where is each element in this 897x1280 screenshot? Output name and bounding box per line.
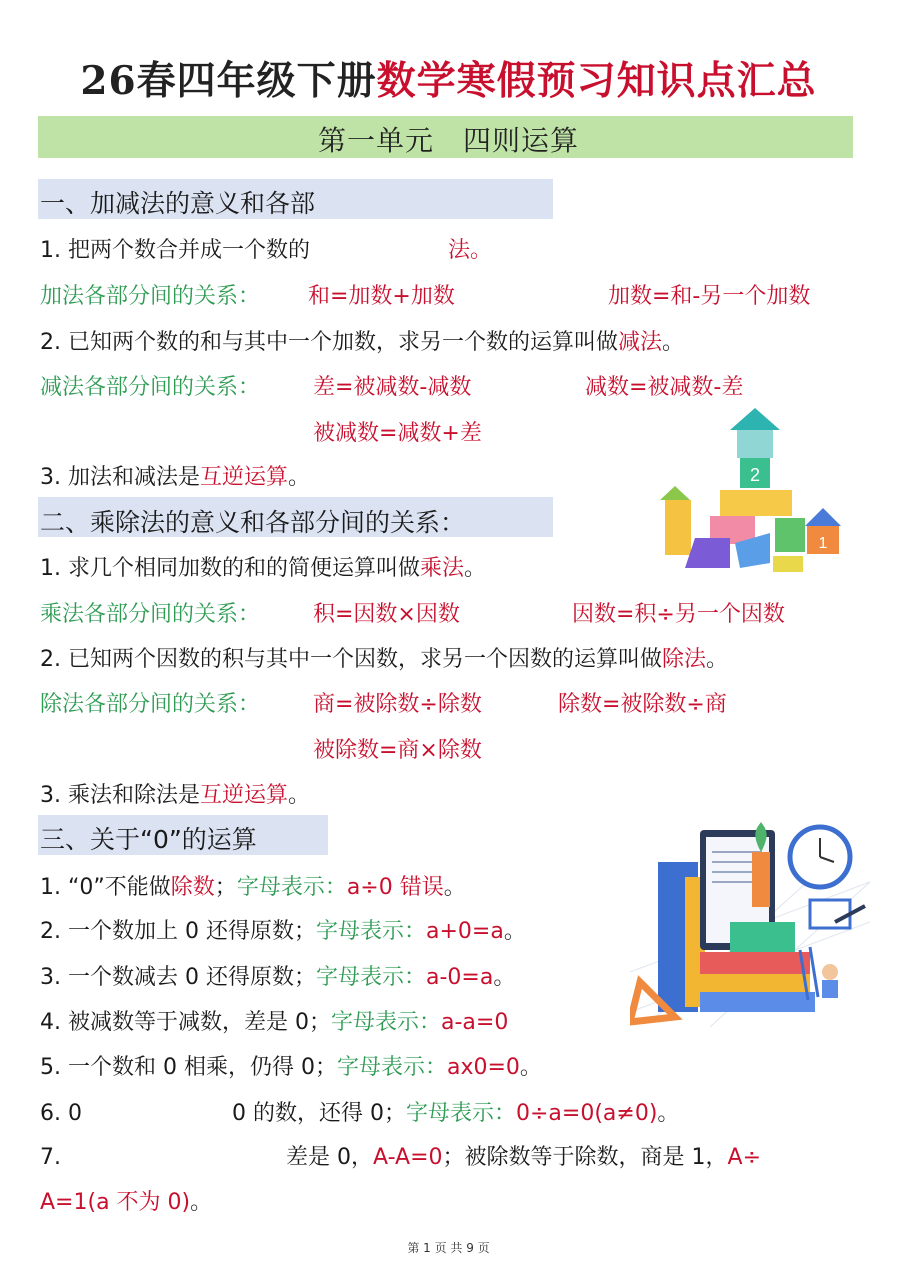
zero-rule-6: [40, 1096, 679, 1127]
green-book: [730, 922, 795, 952]
s2-line-1: [40, 551, 486, 582]
s2-line-2: [40, 642, 728, 673]
zero-rule-7-text: 差是 0，: [286, 1145, 373, 1170]
zero-rule-3-end: 。: [493, 965, 516, 990]
zero-rule-1-term: 除数: [170, 875, 215, 900]
zero-rule-3-text: 3. 一个数减去 0 还得原数；: [40, 965, 316, 990]
building-blocks-illustration: [655, 408, 845, 578]
s2-line-1-end: 。: [464, 556, 487, 581]
zero-rule-7-formula: A-A=0: [373, 1145, 443, 1170]
book-stack-yellow: [705, 974, 810, 992]
zero-rule-1-formula: a÷0 错误: [346, 875, 444, 900]
sub-relation-1: 差=被减数-减数: [313, 375, 472, 400]
books-study-illustration: [630, 822, 870, 1027]
zero-rule-3-formula: a-0=a: [425, 965, 494, 990]
green-triangle-block: [660, 486, 690, 500]
s1-line-3-text: 3. 加法和减法是: [40, 465, 200, 490]
sub-relation-2: 减数=被减数-差: [585, 375, 744, 400]
zero-rule-5-text: 5. 一个数和 0 相乘，仍得 0；: [40, 1055, 337, 1080]
zero-rule-6-label: 字母表示：: [405, 1101, 516, 1126]
zero-rule-2-text: 2. 一个数加上 0 还得原数；: [40, 919, 316, 944]
top-triangle-block: [730, 408, 780, 430]
zero-rule-7-end: 。: [190, 1190, 213, 1215]
plant-pot: [752, 852, 770, 907]
purple-ramp-block: [685, 538, 730, 568]
zero-rule-7: [40, 1140, 761, 1171]
s2-line-1-term: 乘法: [420, 556, 465, 581]
zero-rule-1: [40, 870, 466, 901]
ladder: [810, 947, 818, 997]
s2-line-2-text: 2. 已知两个因数的积与其中一个因数，求另一个因数的运算叫做: [40, 647, 662, 672]
s1-line-2-end: 。: [662, 330, 685, 355]
zero-rule-3-label: 字母表示：: [315, 965, 426, 990]
add-relation-1: 和=加数+加数: [308, 284, 455, 309]
s1-line-3-end: 。: [288, 465, 311, 490]
div-relation-3: 被除数=商×除数: [313, 738, 482, 763]
s2-line-2-term: 除法: [662, 647, 707, 672]
block-2-label: 2: [749, 465, 761, 485]
zero-rule-2: [40, 914, 526, 945]
book-stack-blue: [700, 992, 815, 1012]
s2-line-2-end: 。: [706, 647, 729, 672]
s2-line-3-end: 。: [288, 783, 311, 808]
zero-rule-6-end: 。: [657, 1101, 680, 1126]
sub-relation-label: 减法各部分间的关系：: [40, 375, 261, 400]
zero-rule-1-end: 。: [443, 875, 466, 900]
small-yellow-block: [773, 556, 803, 572]
zero-rule-6-text-2: 0 的数，还得 0；: [231, 1101, 406, 1126]
zero-rule-1-sep: ；: [214, 875, 237, 900]
zero-rule-7-formula-2b: A=1(a 不为 0): [40, 1190, 191, 1215]
s1-line-1: [40, 233, 492, 264]
book-stack-red: [700, 952, 810, 974]
add-relation-2: 加数=和-另一个加数: [608, 284, 811, 309]
blue-roof-block: [805, 508, 841, 526]
zero-rule-4-formula: a-a=0: [441, 1010, 509, 1035]
student-figure: [822, 964, 838, 980]
mul-relation-label: 乘法各部分间的关系：: [40, 602, 261, 627]
zero-rule-2-end: 。: [503, 919, 526, 944]
zero-rule-7-num: 7.: [40, 1145, 61, 1170]
zero-rule-7-formula-2a: A÷: [727, 1145, 761, 1170]
zero-rule-5-label: 字母表示：: [336, 1055, 447, 1080]
section-2-heading: 二、乘除法的意义和各部分间的关系：: [40, 508, 466, 537]
div-relation-1: 商=被除数÷除数: [313, 692, 482, 717]
section-3-heading: 三、关于“0”的运算: [40, 825, 257, 854]
s1-line-1-text: 1. 把两个数合并成一个数的: [40, 238, 310, 263]
s2-line-3-term: 互逆运算: [199, 783, 288, 808]
zero-rule-4: [40, 1005, 508, 1036]
s1-line-2: [40, 325, 684, 356]
zero-rule-6-text: 6. 0: [40, 1101, 82, 1126]
zero-rule-7-text-2: ；被除数等于除数，商是 1，: [442, 1145, 728, 1170]
div-relation-2: 除数=被除数÷商: [558, 692, 727, 717]
block-1-label: 1: [818, 535, 828, 552]
s2-line-1-text: 1. 求几个相同加数的和的简便运算叫做: [40, 556, 420, 581]
s2-line-3-text: 3. 乘法和除法是: [40, 783, 200, 808]
title-highlight: 数学寒假预习知识点汇总: [376, 58, 817, 104]
zero-rule-1-text: 1. “0”不能做: [40, 875, 171, 900]
zero-rule-2-formula: a+0=a: [425, 919, 504, 944]
yellow-pillar-block: [665, 500, 691, 555]
s1-line-3: [40, 460, 310, 491]
arch-block: [720, 490, 792, 516]
section-1-heading: 一、加减法的意义和各部: [40, 189, 316, 218]
zero-rule-5: [40, 1050, 542, 1081]
s1-line-2-text: 2. 已知两个数的和与其中一个加数，求另一个数的运算叫做: [40, 330, 618, 355]
zero-rule-4-text: 4. 被减数等于减数，差是 0；: [40, 1010, 331, 1035]
s2-line-3: [40, 778, 310, 809]
zero-rule-3: [40, 960, 515, 991]
page-title: [0, 50, 897, 106]
zero-rule-4-label: 字母表示：: [330, 1010, 441, 1035]
zero-rule-7-cont: [40, 1185, 212, 1216]
zero-rule-5-end: 。: [519, 1055, 542, 1080]
s1-line-3-term: 互逆运算: [199, 465, 288, 490]
s1-line-2-term: 减法: [618, 330, 663, 355]
mul-relation-2: 因数=积÷另一个因数: [572, 602, 785, 627]
green-cylinder-block: [775, 518, 805, 552]
unit-title: 第一单元 四则运算: [317, 124, 579, 157]
zero-rule-5-formula: ax0=0: [446, 1055, 520, 1080]
zero-rule-1-label: 字母表示：: [236, 875, 347, 900]
title-prefix: 26春四年级下册: [80, 58, 377, 104]
s1-line-1-end: 法。: [447, 238, 492, 263]
zero-rule-6-formula: 0÷a=0(a≠0): [515, 1101, 658, 1126]
add-relation-label: 加法各部分间的关系：: [40, 284, 261, 309]
mul-relation-1: 积=因数×因数: [313, 602, 460, 627]
cube-block: [737, 430, 773, 458]
zero-rule-2-label: 字母表示：: [315, 919, 426, 944]
div-relation-label: 除法各部分间的关系：: [40, 692, 261, 717]
sub-relation-3: 被减数=减数+差: [313, 421, 482, 446]
page-footer: 第 1 页 共 9 页: [407, 1241, 490, 1255]
notepad-icon: [810, 900, 850, 928]
